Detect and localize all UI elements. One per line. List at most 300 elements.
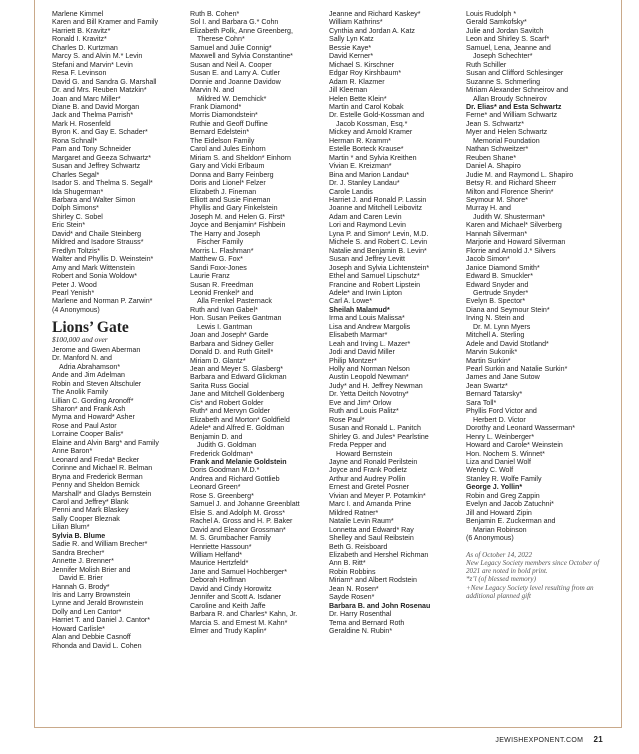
donor-name: Suzanne S. Schmerling — [466, 77, 541, 86]
donor-name: Adria Abrahamson* — [59, 362, 121, 371]
donor-name: Joseph Schechter* — [473, 52, 533, 61]
donor-name: Memorial Foundation — [473, 136, 540, 145]
donor-name: M. S. Grumbacher Family — [190, 534, 271, 543]
donor-name: Miriam D. Glantz* — [190, 356, 246, 365]
donor-name: Isador S. and Thelma S. Segall* — [52, 179, 153, 188]
donor-name: Jennifer and Scott A. Isdaner — [190, 593, 282, 602]
donor-name: Holly and Norman Nelson — [329, 365, 410, 374]
donor-name: Matthew G. Fox* — [190, 255, 243, 264]
donor-name: Margaret and Geeza Schwartz* — [52, 153, 151, 162]
donor-name: Caroline and Keith Jaffe — [190, 601, 266, 610]
donor-name: Lyna P. and Simon* Levin, M.D. — [329, 229, 429, 238]
donor-name: Francine and Robert Lipstein — [329, 280, 421, 289]
donor-name: Natalie Levin Raum* — [329, 517, 394, 526]
donor-name: Ann B. Ritt* — [329, 559, 366, 568]
donor-list-column-2 — [190, 10, 330, 636]
donor-name: Natalie and Benjamin B. Levin* — [329, 246, 427, 255]
donor-name: Morris L. Flashman* — [190, 246, 254, 255]
donor-name: Eve and Jim* Orlow — [329, 398, 392, 407]
donor-name: Judith W. Shusterman* — [473, 212, 546, 221]
donor-name: Jeanne and Richard Kaskey* — [329, 10, 421, 18]
donor-name: Pearl Yenish* — [52, 288, 95, 297]
donor-name: Marlene Kimmel — [52, 10, 104, 18]
donor-name: Sayde Rosen* — [329, 593, 375, 602]
donor-name: (6 Anonymous) — [466, 534, 514, 543]
donor-name: Eric Stein* — [52, 221, 86, 230]
donor-name: Jane and Samuel Hochberger* — [190, 567, 288, 576]
donor-name: Shirley G. and Jules* Pearlstine — [329, 432, 429, 441]
donor-name: Hon. Susan Peikes Gantman — [190, 314, 282, 323]
donor-name: Lillian C. Gording Aronoff* — [52, 396, 134, 405]
donor-name: Robin Robbins — [329, 567, 376, 576]
column-2 — [190, 10, 330, 636]
donor-name: Dr. and Mrs. Reuben Matzkin* — [52, 86, 147, 95]
donor-name: Marvin N. and — [190, 86, 235, 95]
donor-name: Marjorie and Howard Silverman — [466, 238, 566, 247]
new-legacy-note: New Legacy Society members since October of 2021 are noted in bold print. — [466, 558, 600, 576]
donor-name: Martin and Carol Kobak — [329, 102, 404, 111]
donor-name: Sadie R. and William Brecher* — [52, 540, 148, 549]
donor-name: Dr. J. Stanley Landau* — [329, 179, 400, 188]
donor-name: Jean S. Schwartz* — [466, 119, 524, 128]
donor-name: Diana and Seymour Stein* — [466, 305, 550, 314]
donor-name: Lori and Raymond Levin — [329, 221, 406, 230]
lions-gate-subtitle: $100,000 and over — [52, 335, 108, 345]
donor-name: Carole Landis — [329, 187, 373, 196]
donor-name: Laurie Franz — [190, 272, 230, 281]
donor-name: Phyllis and Gary Finkelstein — [190, 204, 278, 213]
donor-name: Anne Baron* — [52, 447, 93, 456]
donor-name: Evelyn and Jacob Zatuchni* — [466, 500, 554, 509]
donor-name: Dolph Simons* — [52, 204, 99, 213]
donor-name: Alan and Debbie Casnoff — [52, 633, 131, 642]
donor-name: (4 Anonymous) — [52, 305, 100, 314]
as-of-note: As of October 14, 2022 — [466, 550, 533, 559]
donor-name: Gertrude Snyder* — [473, 288, 529, 297]
donor-name: Carol and Jeffrey* Blank — [52, 497, 129, 506]
donor-name: Diane B. and David Morgan — [52, 102, 140, 111]
donor-name: Elizabeth and Hershel Richman — [329, 551, 429, 559]
donor-name: The Anolik Family — [52, 388, 108, 397]
donor-name: The Eidelson Family — [190, 136, 255, 145]
footer-site: JEWISHEXPONENT.COM — [495, 737, 584, 744]
donor-name: Doris and Lionel* Felzer — [190, 179, 266, 188]
donor-name: Harriett B. Kravitz* — [52, 26, 111, 35]
donor-name: David and Eleanor Grossman* — [190, 525, 286, 534]
donor-name: Karen and Michael* Silverberg — [466, 221, 562, 230]
donor-name: Ande and Jim Adelman — [52, 371, 125, 380]
donor-name: Karen and Bill Kramer and Family — [52, 18, 159, 27]
donor-name: Allan Broudy Schneirov — [473, 94, 547, 103]
donor-name: Marian Robinson — [473, 525, 527, 534]
donor-name: The Harry and Joseph — [190, 229, 261, 238]
donor-name: Murray H. and — [466, 204, 511, 213]
donor-name: Helen Bette Klein* — [329, 94, 387, 103]
donor-name: Milton and Florence Sherin* — [466, 187, 554, 196]
column-4 — [466, 10, 606, 600]
donor-name: Samuel J. and Johanne Greenblatt — [190, 500, 300, 509]
donor-name: Ida Shugerman* — [52, 187, 104, 196]
donor-name: George J. Yollin* — [466, 483, 523, 492]
donor-name: Susan R. Freedman — [190, 280, 254, 289]
donor-name: Byron K. and Gay E. Schader* — [52, 128, 148, 137]
donor-name: Ethel and Samuel Lipschutz* — [329, 272, 420, 281]
donor-name: Adam and Caren Levin — [329, 212, 402, 221]
donor-name: Elizabeth J. Fineman — [190, 187, 257, 196]
donor-name: Annette J. Brenner* — [52, 557, 114, 566]
donor-name: Sharon* and Frank Ash — [52, 404, 126, 413]
donor-name: Bessie Kaye* — [329, 43, 372, 52]
donor-name: Tema and Bernard Roth — [329, 618, 405, 627]
donor-name: Elaine and Alvin Barg* and Family — [52, 438, 159, 447]
donor-name: Mitchell A. Sterling — [466, 331, 525, 340]
donor-name: Barbara and Edward Glickman — [190, 373, 287, 382]
donor-name: Maxwell and Sylvia Constantine* — [190, 52, 293, 61]
donor-name: Dolly and Len Cantor* — [52, 607, 122, 616]
donor-name: Cynthia and Jordan A. Katz — [329, 26, 415, 35]
donor-name: Seymour M. Shore* — [466, 195, 528, 204]
donor-name: Maurice Hertzfeld* — [190, 559, 249, 568]
donor-name: Irving N. Stein and — [466, 314, 525, 323]
donor-name: Rachel A. Gross and H. P. Baker — [190, 517, 293, 526]
donor-name: Joseph and Sylvia Lichtenstein* — [329, 263, 430, 272]
donor-name: Frederick Goldman* — [190, 449, 254, 458]
donor-list-lions-gate — [52, 346, 192, 650]
donor-name: Ferne* and William Schwartz — [466, 111, 558, 120]
donor-name: Louis Rudolph * — [466, 10, 517, 18]
donor-name: Therese Cohn* — [197, 35, 245, 44]
donor-name: Harriet T. and Daniel J. Cantor* — [52, 616, 151, 625]
donor-list-column-4 — [466, 10, 606, 543]
donor-name: Alla Frenkel Pasternack — [197, 297, 272, 306]
donor-name: Adele* and Alfred E. Goldman — [190, 424, 285, 433]
donor-name: Mark H. Rosenfeld — [52, 119, 111, 128]
donor-name: Wendy C. Wolf — [466, 466, 514, 475]
donor-name: David* and Chaile Steinberg — [52, 229, 142, 238]
donor-name: William Helfand* — [190, 551, 243, 559]
donor-name: Amy and Mark Wittenstein — [52, 263, 135, 272]
donor-name: Joyce and Frank Podietz — [329, 466, 408, 475]
donor-name: Fischer Family — [197, 238, 244, 247]
donor-name: Judith G. Goldman — [197, 441, 257, 450]
donor-name: Elizabeth and Morton* Goldfield — [190, 415, 290, 424]
donor-name: Stefani and Marvin* Levin — [52, 60, 133, 69]
donor-name: Sandra Brecher* — [52, 548, 105, 557]
donor-name: Marc I. and Amanda Prine — [329, 500, 412, 509]
donor-name: Marvin Sukonik* — [466, 348, 518, 357]
donor-name: Frank Diamond* — [190, 102, 242, 111]
donor-name: Sara Toll* — [466, 398, 497, 407]
donor-name: Dorothy and Leonard Wasserman* — [466, 424, 575, 433]
donor-name: Sylvia B. Blume — [52, 531, 106, 540]
donor-name: Shelley and Saul Reibstein — [329, 534, 414, 543]
donor-name: Vivian E. Kreizman* — [329, 162, 392, 171]
donor-name: Andrea and Richard Gottlieb — [190, 474, 280, 483]
donor-name: Judie M. and Raymond L. Shapiro — [466, 170, 574, 179]
donor-name: Ruth* and Mervyn Golder — [190, 407, 271, 416]
donor-name: Lonnetta and Edward* Ray — [329, 525, 414, 534]
donor-name: Elmer and Trudy Kaplin* — [190, 627, 267, 636]
donor-name: Charles Segal* — [52, 170, 100, 179]
donor-name: Phyllis Ford Victor and — [466, 407, 537, 416]
donor-name: Sally Lyn Katz — [329, 35, 374, 44]
donor-name: Pam and Tony Schneider — [52, 145, 132, 154]
donor-name: Dr. M. Lynn Myers — [473, 322, 531, 331]
donor-name: Miriam* and Albert Rodstein — [329, 576, 417, 585]
donor-name: Ruth B. Cohen* — [190, 10, 240, 18]
donor-name: Carol and Jules Einhorn — [190, 145, 266, 154]
donor-name: Julie and Jordan Savitch — [466, 26, 544, 35]
donor-name: Myer and Helen Schwartz — [466, 128, 548, 137]
donor-name: Howard Carlisle* — [52, 624, 105, 633]
donor-name: Ruth and Louis Palitz* — [329, 407, 399, 416]
donor-name: Dr. Estelle Gold-Kossman and — [329, 111, 425, 120]
donor-name: Jodi and David Miller — [329, 348, 395, 357]
donor-name: Ruthie and Geoff Duffine — [190, 119, 268, 128]
donor-name: Mildred and Isadore Strauss* — [52, 238, 144, 247]
donor-name: Howard Bernstein — [336, 449, 393, 458]
donor-name: Dr. Elias* and Esta Schwartz — [466, 102, 562, 111]
donor-name: Elizabeth Polk, Anne Greenberg, — [190, 26, 293, 35]
lions-gate-heading: Lions’ Gate — [52, 319, 129, 337]
donor-name: Herman R. Kramm* — [329, 136, 391, 145]
donor-name: Ruth and Ivan Gabel* — [190, 305, 258, 314]
donor-name: Susan and Clifford Schlesinger — [466, 69, 564, 78]
donor-name: Joanne and Mitchell Leibovitz — [329, 204, 423, 213]
donor-name: Lewis I. Gantman — [197, 322, 253, 331]
donor-name: Hon. Nochem S. Winnet* — [466, 449, 545, 458]
donor-name: Susan and Ronald L. Panitch — [329, 424, 421, 433]
donor-name: Lisa and Andrew Margolis — [329, 322, 411, 331]
donor-name: Jack and Thelma Parrish* — [52, 111, 134, 120]
donor-name: Rose and Paul Astor — [52, 421, 117, 430]
donor-name: Edgar Roy Kirshbaum* — [329, 69, 402, 78]
donor-name: Benjamin D. and — [190, 432, 243, 441]
donor-name: Jacob Simon* — [466, 255, 510, 264]
donor-name: Stanley R. Wolfe Family — [466, 474, 542, 483]
donor-name: Barbara and Walter Simon — [52, 195, 136, 204]
donor-name: Joan and Joseph* Garde — [190, 331, 269, 340]
donor-name: Elliott and Susie Fineman — [190, 195, 271, 204]
donor-name: Jane and Mitchell Goldenberg — [190, 390, 285, 399]
blessed-memory-note: *z’l (of blessed memory) — [466, 575, 536, 584]
donor-name: Betsy R. and Richard Sheerr — [466, 179, 557, 188]
donor-name: Leonard Green* — [190, 483, 241, 492]
donor-name: Estelle Borteck Krause* — [329, 145, 404, 154]
donor-name: Florrie and Arnold J.* Silvers — [466, 246, 556, 255]
donor-name: Frank and Melanie Goldstein — [190, 458, 287, 467]
donor-name: Barbara R. and Charles* Kahn, Jr. — [190, 610, 298, 619]
donor-name: Michele S. and Robert C. Levin — [329, 238, 428, 247]
donor-name: Susan E. and Larry A. Cutler — [190, 69, 280, 78]
donor-name: Joseph M. and Helen G. First* — [190, 212, 286, 221]
donor-name: Mildred Ratner* — [329, 508, 379, 517]
donor-name: Barbara and Sidney Geller — [190, 339, 274, 348]
donor-name: David G. and Sandra G. Marshall — [52, 77, 157, 86]
donor-name: Henriette Hassoun* — [190, 542, 252, 551]
donor-name: Freda Pepper and — [329, 441, 387, 450]
donor-name: Resa F. Levinson — [52, 69, 107, 78]
donor-name: Ronald I. Kravitz* — [52, 35, 107, 44]
donor-name: Evelyn B. Spector* — [466, 297, 526, 306]
donor-name: Geraldine N. Rubin* — [329, 627, 393, 636]
donor-name: Iris and Larry Brownstein — [52, 590, 131, 599]
donor-name: Philip Montzer* — [329, 356, 377, 365]
donor-columns — [52, 10, 612, 722]
donor-name: Bryna and Frederick Berman — [52, 472, 143, 481]
donor-name: Bernard Tatarsky* — [466, 390, 523, 399]
donor-name: David E. Brier — [59, 574, 103, 583]
donor-name: Rhonda and David L. Cohen — [52, 641, 142, 650]
donor-name: Mildred W. Demchick* — [197, 94, 267, 103]
donor-name: Michael S. Kirschner — [329, 60, 395, 69]
donor-name: Carl A. Lowe* — [329, 297, 372, 306]
donor-name: Mickey and Arnold Kramer — [329, 128, 413, 137]
donor-name: Howard and Carole* Weinstein — [466, 441, 563, 450]
donor-name: Herbert D. Victor — [473, 415, 526, 424]
donor-name: Donna and Barry Feinberg — [190, 170, 274, 179]
donor-name: Jill and Howard Zipin — [466, 508, 532, 517]
donor-name: David Kerner* — [329, 52, 374, 61]
donor-name: Doris Goodman M.D.* — [190, 466, 260, 475]
donor-name: Susan and Neil A. Cooper — [190, 60, 272, 69]
donor-name: Robin and Greg Zappin — [466, 491, 540, 500]
donor-name: Marcia S. and Ernest M. Kahn* — [190, 618, 288, 627]
donor-name: Adele and David Stotland* — [466, 339, 549, 348]
donor-name: Marshall* and Gladys Bernstein — [52, 489, 152, 498]
donor-name: Miriam Alexander Schneirov and — [466, 86, 569, 95]
donor-name: Pearl Surkin and Natalie Surkin* — [466, 365, 568, 374]
donor-name: Susan and Jeffrey Levitt — [329, 255, 405, 264]
donor-name: Miriam S. and Sheldon* Einhorn — [190, 153, 291, 162]
donor-name: Daniel A. Shapiro — [466, 162, 521, 171]
donor-name: Jean Swartz* — [466, 381, 508, 390]
donor-name: Sandi Foxx-Jones — [190, 263, 247, 272]
donor-name: Jean and Meyer S. Glasberg* — [190, 365, 284, 374]
donor-name: Ruth Schiller — [466, 60, 507, 69]
donor-name: Penny and Sheldon Bernick — [52, 481, 140, 490]
donor-name: Ernest and Gretel Posner — [329, 483, 410, 492]
donor-name: Harriet J. and Ronald P. Lassin — [329, 195, 427, 204]
donor-name: Jayne and Ronald Perilstein — [329, 458, 418, 467]
donor-name: Leon and Shirley S. Scarf* — [466, 35, 550, 44]
donor-name: Deborah Hoffman — [190, 576, 246, 585]
donor-name: Rose Paul* — [329, 415, 365, 424]
donor-name: Arthur and Audrey Pollin — [329, 474, 406, 483]
donor-name: Dr. Harry Rosenthal — [329, 610, 392, 619]
donor-name: Liza and Daniel Wolf — [466, 458, 531, 467]
donor-name: Dr. Yetta Deitch Novotny* — [329, 390, 409, 399]
plus-note: +New Legacy Society level resulting from an additional planned gift — [466, 583, 594, 601]
donor-name: David and Cindy Horowitz — [190, 584, 272, 593]
donor-name: Leonid Frenkel* and — [190, 288, 254, 297]
donor-name: Sally Cooper Bleznak — [52, 514, 120, 523]
donor-name: Donald D. and Ruth Gitell* — [190, 348, 274, 357]
donor-name: Peter J. Wood — [52, 280, 97, 289]
page-footer — [495, 735, 603, 744]
donor-name: Beth G. Reisboard — [329, 542, 388, 551]
donor-name: Robert and Sonia Woldow* — [52, 272, 138, 281]
donor-name: Penni and Mark Blaskey — [52, 506, 129, 515]
donor-name: Jean N. Rosen* — [329, 584, 379, 593]
donor-name: Lorraine Cooper Balis* — [52, 430, 124, 439]
donor-name: James and Jane Sutow — [466, 373, 540, 382]
donor-name: Adam R. Klazmer — [329, 77, 385, 86]
donor-name: Adele* and Irwin Lipton — [329, 288, 402, 297]
donor-name: Henry L. Weinberger* — [466, 432, 535, 441]
column-1 — [52, 10, 192, 650]
donor-name: Samuel and Julie Connig* — [190, 43, 272, 52]
donor-name: Irma and Louis Malissa* — [329, 314, 405, 323]
donor-list-column-3 — [329, 10, 469, 636]
donor-name: Benjamin E. Zuckerman and — [466, 517, 556, 526]
donor-name: Samuel, Lena, Jeanne and — [466, 43, 551, 52]
donor-name: Jennifer Molish Brier and — [52, 565, 131, 574]
donor-name: Dr. Manford N. and — [52, 354, 112, 363]
donor-name: Sheilah Malamud* — [329, 305, 390, 314]
donor-name: Gary and Vicki Erlbaum — [190, 162, 265, 171]
donor-name: Elsie S. and Adolph M. Gross* — [190, 508, 286, 517]
donor-name: William Kathrins* — [329, 18, 383, 27]
donor-name: Shirley C. Sobel — [52, 212, 103, 221]
donor-name: Edward Snyder and — [466, 280, 529, 289]
donor-name: Marlene and Norman P. Zarwin* — [52, 297, 153, 306]
donor-name: Nathan Schweitzer* — [466, 145, 529, 154]
donor-name: Bernard Edelstein* — [190, 128, 250, 137]
donor-name: Elisabeth Marmar* — [329, 331, 388, 340]
donor-name: Rose S. Greenberg* — [190, 491, 254, 500]
donor-name: Charles D. Kurtzman — [52, 43, 118, 52]
donor-name: Leonard and Freda* Becker — [52, 455, 140, 464]
donor-name: Martin Surkin* — [466, 356, 511, 365]
donor-name: Bina and Marion Landau* — [329, 170, 410, 179]
donor-name: Hannah G. Brody* — [52, 582, 110, 591]
donor-name: Lilian Blum* — [52, 523, 90, 532]
donor-name: Joan and Marc Miller* — [52, 94, 121, 103]
donor-name: Jill Kleeman — [329, 86, 368, 95]
donor-name: Judy* and H. Jeffrey Newman — [329, 381, 423, 390]
donor-name: Gerald Samkofsky* — [466, 18, 527, 27]
donor-name: Rona Schnall* — [52, 136, 97, 145]
donor-name: Lynne and Jerald Brownstein — [52, 599, 144, 608]
donor-name: Edward B. Smuckler* — [466, 272, 534, 281]
donor-name: Donnie and Joanne Davidow — [190, 77, 281, 86]
donor-name: Vivian and Meyer P. Potamkin* — [329, 491, 426, 500]
donor-name: Susan and Jeffrey Schwartz — [52, 162, 141, 171]
donor-name: Janice Diamond Smith* — [466, 263, 540, 272]
donor-name: Joyce and Benjamin* Fishbein — [190, 221, 286, 230]
donor-name: Walter and Phyllis D. Weinstein* — [52, 255, 154, 264]
column-3 — [329, 10, 469, 636]
donor-name: Martin * and Sylvia Kreithen — [329, 153, 417, 162]
donor-name: Myrna and Howard* Asher — [52, 413, 135, 422]
donor-name: Robin and Steven Altschuler — [52, 379, 142, 388]
donor-name: Jacob Kossman, Esq.* — [336, 119, 408, 128]
donor-name: Austin Leopold Newman* — [329, 373, 409, 382]
donor-name: Morris Diamondstein* — [190, 111, 258, 120]
donor-name: Corinne and Michael R. Belman — [52, 464, 153, 473]
donor-name: Barbara B. and John Rosenau — [329, 601, 431, 610]
donor-name: Sol I. and Barbara G.* Cohn — [190, 18, 279, 27]
donor-name: Sarita Russ Gocial — [190, 381, 249, 390]
donor-name: Reuben Shane* — [466, 153, 517, 162]
donor-name: Cis* and Robert Golder — [190, 398, 264, 407]
donor-name: Marcy S. and Alvin M.* Levin — [52, 52, 143, 61]
page-number: 21 — [593, 735, 603, 744]
donor-list-previous-level — [52, 10, 192, 314]
donor-name: Leah and Irving L. Mazer* — [329, 339, 411, 348]
donor-name: Fredlyn Toltzis* — [52, 246, 100, 255]
